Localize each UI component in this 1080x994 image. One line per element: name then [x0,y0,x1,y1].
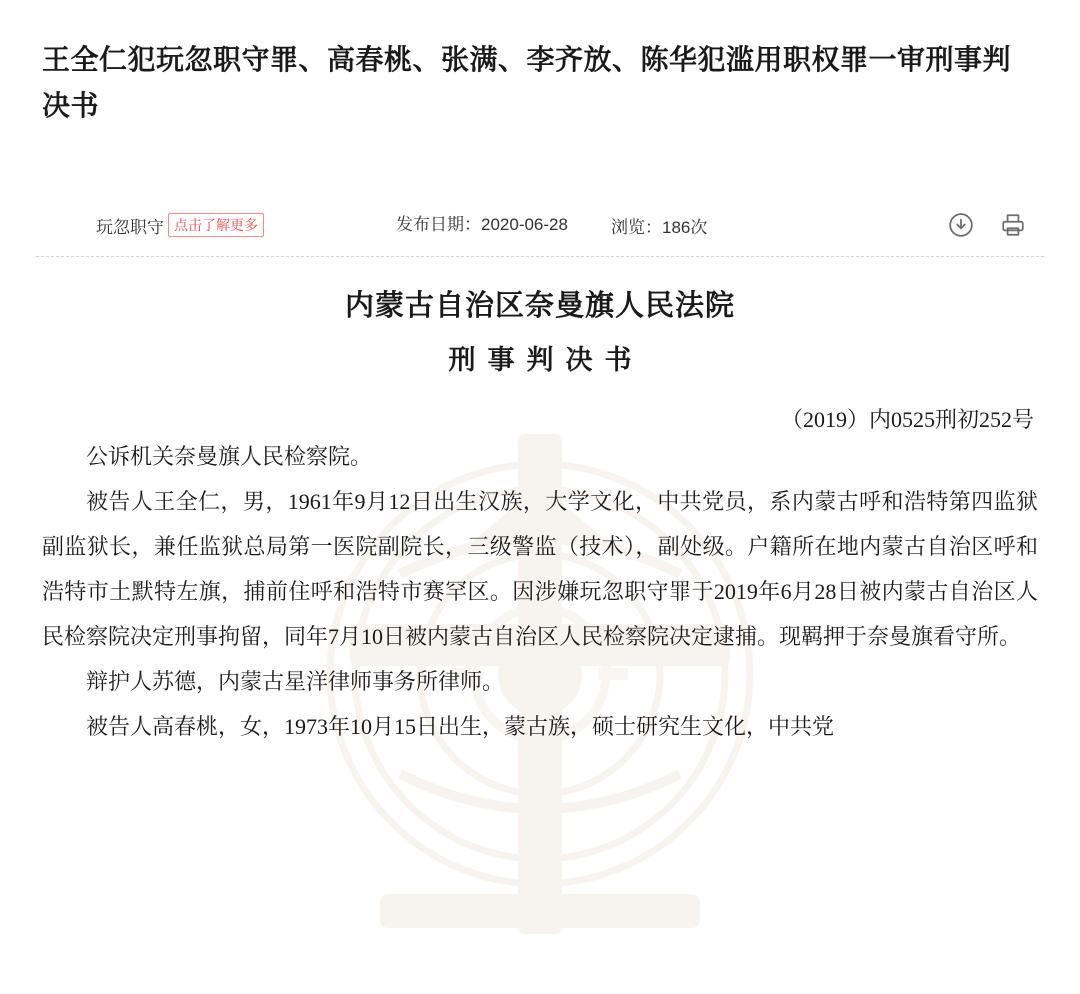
body-paragraph: 公诉机关奈曼旗人民检察院。 [86,443,373,469]
body-paragraph: 被告人高春桃，女，1973年10月15日出生，蒙古族，硕士研究生文化，中共党 [86,713,835,739]
page-title: 王全仁犯玩忽职守罪、高春桃、张满、李齐放、陈华犯滥用职权罪一审刑事判决书 [42,43,1012,121]
meta-actions [948,212,1038,238]
learn-more-badge[interactable]: 点击了解更多 [168,213,264,237]
download-icon[interactable] [948,212,974,238]
body-paragraph: 被告人王全仁，男，1961年9月12日出生汉族，大学文化，中共党员，系内蒙古呼和浩特第四监狱副监狱长，兼任监狱总局第一医院副院长，三级警监（技术），副处级。户籍所在地内蒙古自治区呼和浩特市土默特左旗，捕前住呼和浩特市赛罕区。因涉嫌玩忽职守罪于2019年6月28日被内蒙古自治区人民检察院决定刑事拘留，同年7月10日被内蒙古自治区人民检察院决定逮捕。现羁押于奈曼旗看守所。 [42,488,1038,649]
court-name: 内蒙古自治区奈曼旗人民法院 [344,289,735,322]
body-paragraph: 辩护人苏德，内蒙古星洋律师事务所律师。 [86,668,505,694]
publish-date: 发布日期：2020-06-28 [396,215,568,235]
print-icon[interactable] [1000,212,1026,238]
document-page [0,19,1080,749]
document-kind: 刑事判决书 [448,344,644,375]
meta-tag-group [96,213,396,238]
document-body [36,434,1044,749]
case-number: （2019）内0525刑初252号 [780,406,1034,432]
view-count: 浏览：186次 [611,217,708,237]
document-meta-bar [36,195,1044,257]
charge-tag: 玩忽职守 [96,217,164,237]
